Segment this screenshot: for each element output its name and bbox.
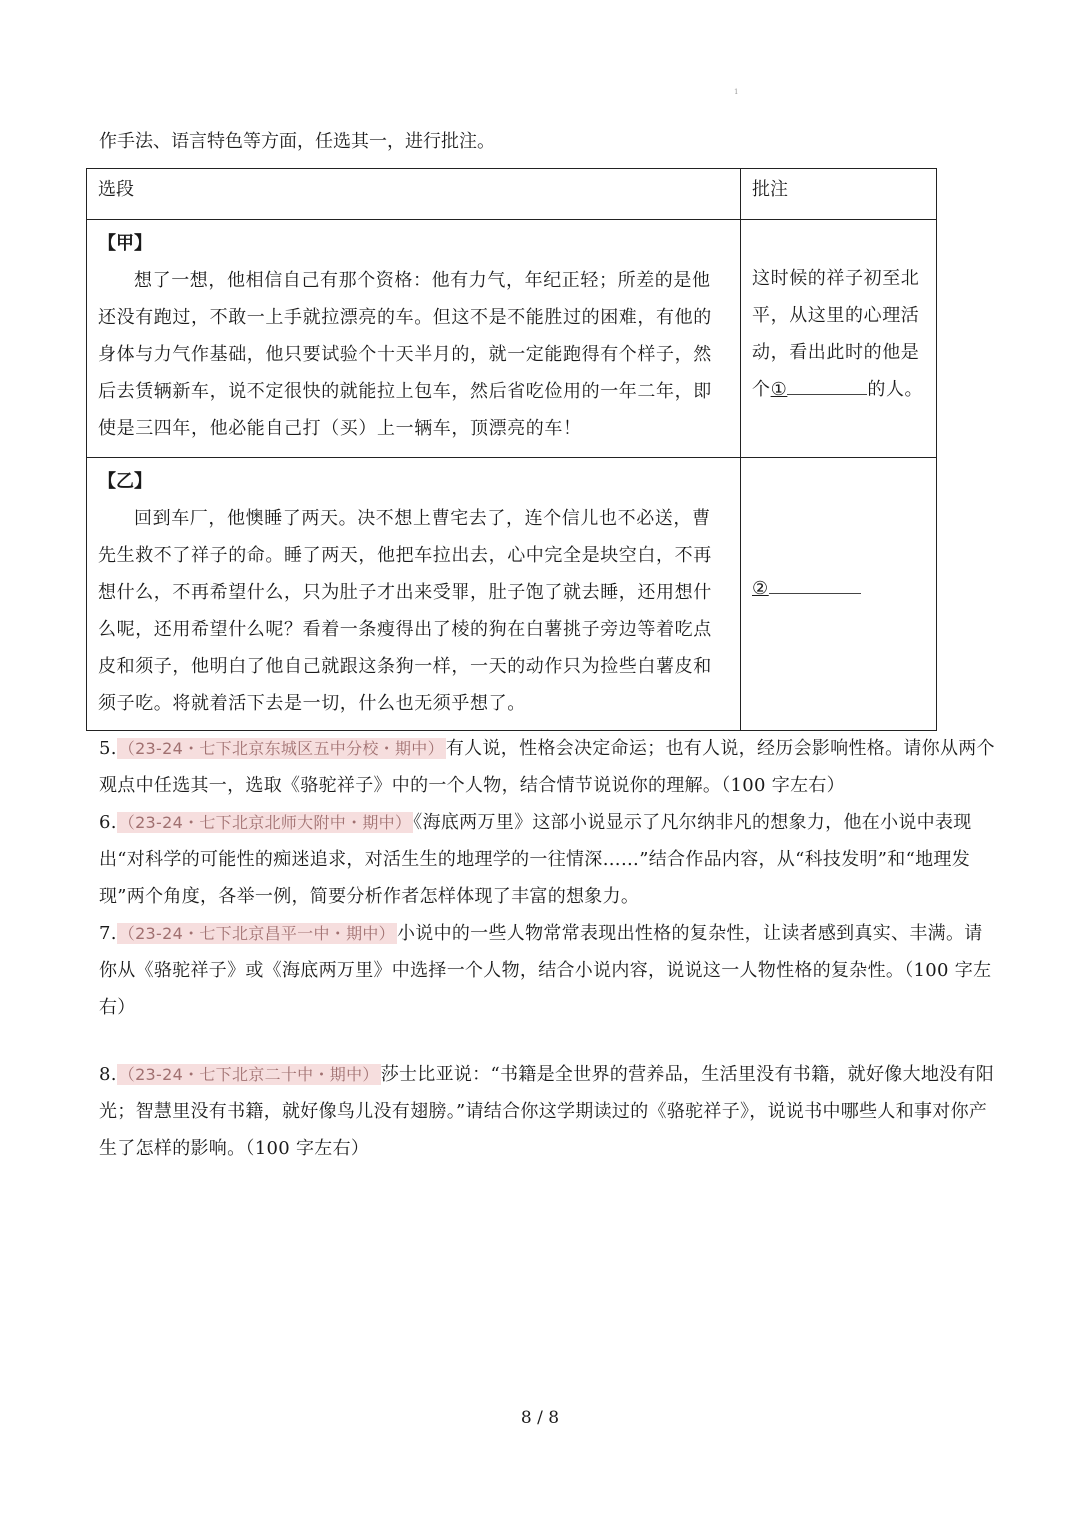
excerpt-text: 回到车厂，他懊睡了两天。决不想上曹宅去了，连个信儿也不必送，曹先生救不了祥子的命。睡了两天，他把车拉出去，心中完全是块空白，不再想什么，不再希望什么，只为肚子才出来受罪，肚子饱了就去睡，还用想什么呢，还用希望什么呢？看着一条瘦得出了棱的狗在白薯挑子旁边等着吃点皮和须子，他明白了他自己就跟这条狗一样，一天的动作只为捡些白薯皮和须子吃。将就着活下去是一切，什么也无须乎想了。 — [98, 508, 712, 714]
table-header-row — [87, 169, 937, 220]
answer-blank-1[interactable] — [787, 375, 867, 395]
question-text: 莎士比亚说：“书籍是全世界的营养品，生活里没有书籍，就好像大地没有阳光；智慧里没有书籍，就好像鸟儿没有翅膀。”请结合你这学期读过的《骆驼祥子》，说说书中哪些人和事对你产生了怎样的影响。（100 字左右） — [99, 1064, 995, 1159]
question-source-tag: （23-24・七下北京东城区五中分校・期中） — [118, 739, 444, 758]
question-text: 《海底两万里》这部小说显示了凡尔纳非凡的想象力，他在小说中表现出“对科学的可能性的痴迷追求，对活生生的地理学的一往情深……”结合作品内容，从“科技发明”和“地理发现”两个角度，各举一例，简要分析作者怎样体现了丰富的想象力。 — [99, 812, 972, 907]
page-corner-mark: 1 — [734, 88, 739, 96]
question-text: 小说中的一些人物常常表现出性格的复杂性，让读者感到真实、丰满。请你从《骆驼祥子》或《海底两万里》中选择一个人物，结合小说内容，说说这一人物性格的复杂性。（100 字左右） — [99, 923, 992, 1018]
question-number: 8. — [99, 1064, 117, 1085]
answer-number-2: ② — [752, 578, 769, 599]
excerpt-label: 【甲】 — [98, 233, 152, 254]
intro-text: 作手法、语言特色等方面，任选其一，进行批注。 — [99, 131, 495, 152]
excerpt-label: 【乙】 — [98, 471, 152, 492]
question-source-tag: （23-24・七下北京北师大附中・期中） — [118, 813, 412, 832]
table-row — [87, 458, 937, 731]
question-8 — [99, 1056, 999, 1167]
question-number: 6. — [99, 812, 117, 833]
header-excerpt: 选段 — [87, 169, 741, 220]
question-source-tag: （23-24・七下北京昌平一中・期中） — [118, 924, 395, 943]
question-6 — [99, 804, 999, 915]
table-row — [87, 220, 937, 458]
annotation-table — [86, 168, 937, 731]
comment-cell-jia — [741, 220, 937, 458]
excerpt-cell-jia — [87, 220, 741, 458]
answer-blank-2[interactable] — [769, 574, 861, 594]
question-list — [99, 730, 999, 1167]
excerpt-cell-yi — [87, 458, 741, 731]
question-source-tag: （23-24・七下北京二十中・期中） — [118, 1065, 379, 1084]
header-comment: 批注 — [741, 169, 937, 220]
excerpt-text: 想了一想，他相信自己有那个资格：他有力气，年纪正轻；所差的是他还没有跑过，不敢一上手就拉漂亮的车。但这不是不能胜过的困难，有他的身体与力气作基础，他只要试验个十天半月的，就一定能跑得有个样子，然后去赁辆新车，说不定很快的就能拉上包车，然后省吃俭用的一年二年，即使是三四年，他必能自己打（买）上一辆车，顶漂亮的车！ — [98, 270, 712, 439]
question-7 — [99, 915, 999, 1026]
comment-text: 这时候的祥子初至北平，从这里的心理活动，看出此时的他是个 — [752, 268, 920, 400]
question-number: 5. — [99, 738, 117, 759]
answer-number-1: ① — [770, 379, 788, 400]
comment-suffix: 的人。 — [867, 379, 924, 400]
question-5 — [99, 730, 999, 804]
page-number: 8 / 8 — [520, 1408, 560, 1428]
question-text: 有人说，性格会决定命运；也有人说，经历会影响性格。请你从两个观点中任选其一，选取《骆驼祥子》中的一个人物，结合情节说说你的理解。（100 字左右） — [99, 738, 995, 796]
question-number: 7. — [99, 923, 117, 944]
comment-cell-yi — [741, 458, 937, 731]
